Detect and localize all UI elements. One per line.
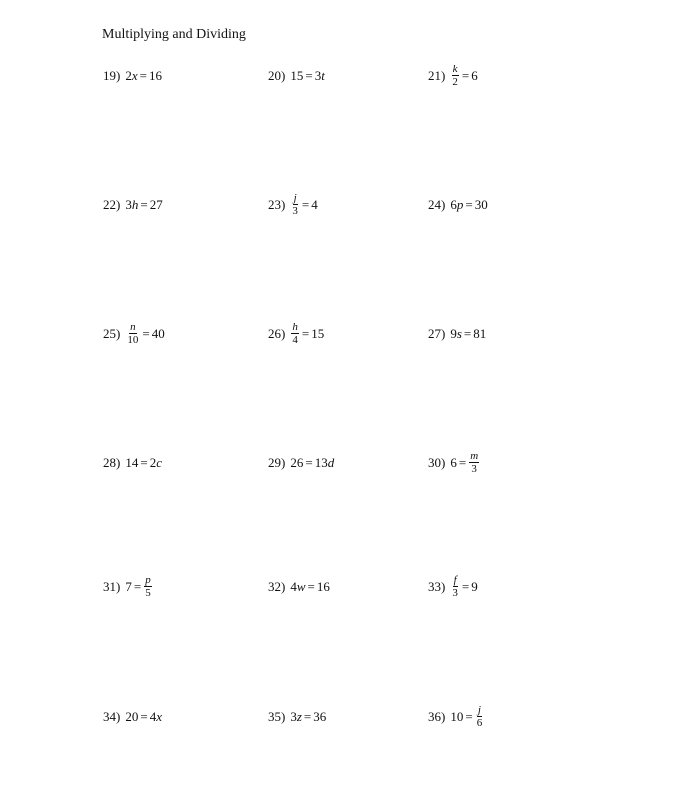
fraction-numerator: f [453, 573, 457, 586]
problem-number: 21) [428, 67, 446, 83]
equals-sign: = [301, 325, 310, 341]
fraction-denominator: 3 [452, 586, 458, 599]
problem-29 [268, 442, 334, 482]
coefficient: 4 [290, 578, 297, 594]
problem-number: 20) [268, 67, 286, 83]
equals-sign: = [458, 454, 467, 470]
problem-31 [103, 566, 153, 606]
equals-sign: = [303, 708, 312, 724]
problem-number: 30) [428, 454, 446, 470]
constant: 27 [149, 196, 163, 212]
fraction-numerator: n [130, 320, 136, 333]
constant: 40 [151, 325, 165, 341]
fraction [144, 574, 152, 599]
problem-21 [428, 55, 478, 95]
constant: 6 [471, 67, 478, 83]
problem-number: 24) [428, 196, 446, 212]
fraction-numerator: h [292, 320, 298, 333]
fraction-denominator: 2 [452, 75, 458, 88]
problem-20 [268, 55, 325, 95]
fraction [469, 450, 479, 475]
coefficient: 4 [149, 708, 157, 724]
variable: x [131, 67, 138, 83]
fraction [291, 192, 299, 217]
problem-28 [103, 442, 162, 482]
coefficient: 3 [125, 196, 132, 212]
equals-sign: = [140, 454, 148, 470]
fraction [126, 321, 139, 346]
fraction-denominator: 4 [292, 333, 298, 346]
problem-number: 34) [103, 708, 121, 724]
problem-35 [268, 696, 326, 736]
problem-number: 28) [103, 454, 121, 470]
problem-number: 32) [268, 578, 286, 594]
constant: 36 [313, 708, 327, 724]
fraction-numerator: j [477, 703, 481, 716]
problem-number: 31) [103, 578, 121, 594]
problem-33 [428, 566, 478, 606]
equals-sign: = [139, 67, 147, 83]
equals-sign: = [305, 67, 313, 83]
constant: 20 [125, 708, 139, 724]
coefficient: 6 [450, 196, 457, 212]
equals-sign: = [133, 578, 142, 594]
equals-sign: = [301, 196, 310, 212]
worksheet-title: Multiplying and Dividing [102, 27, 246, 42]
variable: w [296, 578, 306, 594]
equals-sign: = [305, 454, 313, 470]
problem-number: 33) [428, 578, 446, 594]
fraction-numerator: m [470, 449, 479, 462]
problem-number: 19) [103, 67, 121, 83]
constant: 16 [148, 67, 162, 83]
equals-sign: = [142, 325, 150, 341]
constant: 16 [316, 578, 330, 594]
variable: t [321, 67, 325, 83]
problem-23 [268, 184, 318, 224]
constant: 7 [125, 578, 132, 594]
constant: 9 [471, 578, 478, 594]
equals-sign: = [140, 708, 148, 724]
fraction-numerator: k [452, 62, 458, 75]
problem-32 [268, 566, 330, 606]
problem-number: 35) [268, 708, 286, 724]
coefficient: 13 [314, 454, 328, 470]
constant: 10 [450, 708, 464, 724]
variable: x [156, 708, 162, 724]
problem-24 [428, 184, 488, 224]
fraction-denominator: 3 [471, 462, 477, 475]
equals-sign: = [463, 325, 472, 341]
problem-26 [268, 313, 324, 353]
variable: p [456, 196, 464, 212]
problem-number: 23) [268, 196, 286, 212]
constant: 26 [290, 454, 304, 470]
constant: 15 [311, 325, 325, 341]
problem-number: 26) [268, 325, 286, 341]
problem-number: 36) [428, 708, 446, 724]
constant: 15 [290, 67, 304, 83]
problem-22 [103, 184, 163, 224]
problem-25 [103, 313, 165, 353]
fraction-denominator: 3 [292, 204, 298, 217]
problem-number: 27) [428, 325, 446, 341]
coefficient: 2 [149, 454, 157, 470]
variable: h [131, 196, 139, 212]
problem-30 [428, 442, 480, 482]
fraction-denominator: 10 [127, 333, 139, 346]
constant: 14 [125, 454, 139, 470]
equals-sign: = [140, 196, 148, 212]
variable: s [456, 325, 462, 341]
fraction-denominator: 5 [145, 586, 151, 599]
coefficient: 9 [450, 325, 457, 341]
constant: 6 [450, 454, 457, 470]
fraction-numerator: j [293, 191, 297, 204]
constant: 81 [473, 325, 487, 341]
variable: d [327, 454, 335, 470]
problem-19 [103, 55, 162, 95]
constant: 4 [311, 196, 318, 212]
fraction [291, 321, 299, 346]
problem-36 [428, 696, 484, 736]
problem-number: 29) [268, 454, 286, 470]
equals-sign: = [461, 67, 470, 83]
problem-number: 25) [103, 325, 121, 341]
fraction [451, 574, 459, 599]
problem-34 [103, 696, 162, 736]
constant: 30 [474, 196, 488, 212]
coefficient: 3 [290, 708, 297, 724]
fraction [476, 704, 484, 729]
variable: c [156, 454, 162, 470]
variable: z [296, 708, 302, 724]
equals-sign: = [461, 578, 470, 594]
fraction-denominator: 6 [476, 716, 483, 729]
problem-number: 22) [103, 196, 121, 212]
equals-sign: = [465, 708, 473, 724]
coefficient: 2 [125, 67, 132, 83]
equals-sign: = [465, 196, 473, 212]
coefficient: 3 [314, 67, 322, 83]
fraction-numerator: p [145, 573, 151, 586]
equals-sign: = [307, 578, 315, 594]
fraction [451, 63, 459, 88]
problem-27 [428, 313, 486, 353]
